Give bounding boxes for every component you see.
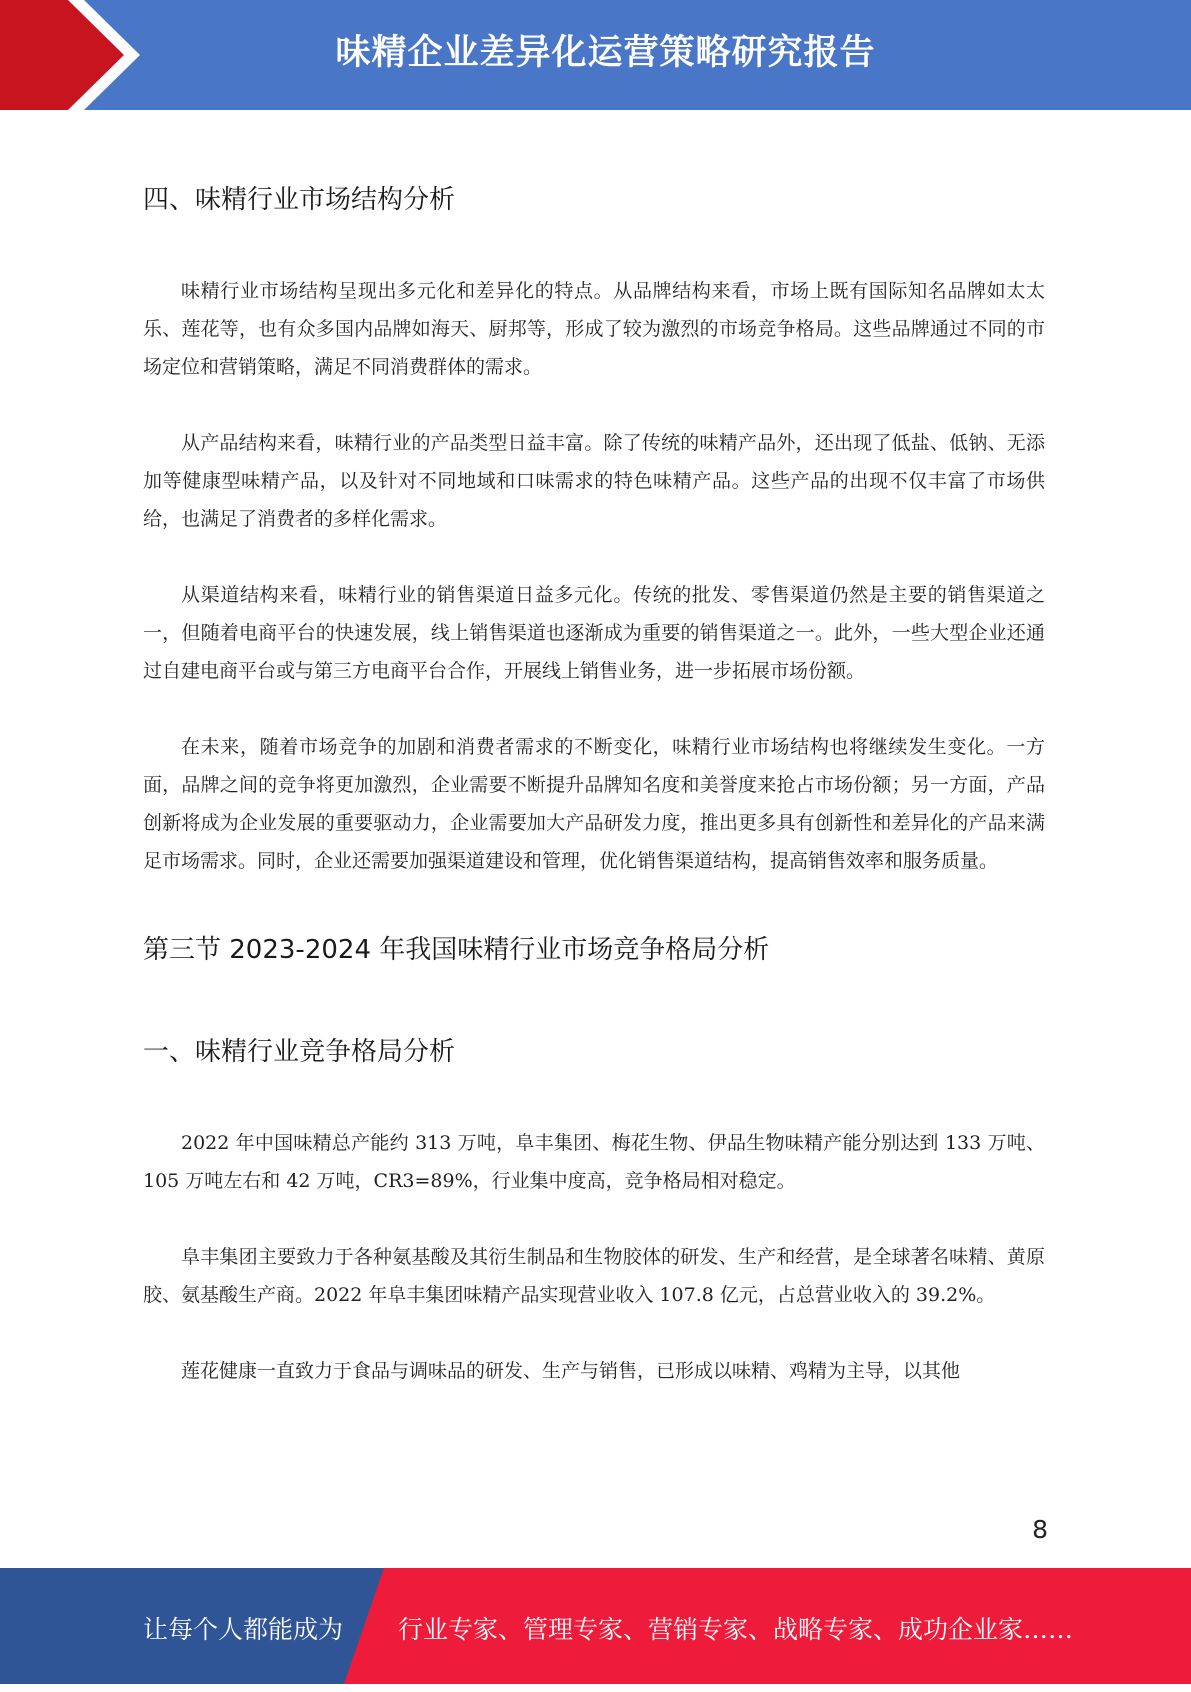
document-body (143, 170, 1045, 1390)
page-number: 8 (1032, 1515, 1048, 1544)
paragraph-channel-structure: 从渠道结构来看，味精行业的销售渠道日益多元化。传统的批发、零售渠道仍然是主要的销售渠道之一，但随着电商平台的快速发展，线上销售渠道也逐渐成为重要的销售渠道之一。此外，一些大型企业还通过自建电商平台或与第三方电商平台合作，开展线上销售业务，进一步拓展市场份额。 (143, 584, 1045, 682)
paragraph-product-structure: 从产品结构来看，味精行业的产品类型日益丰富。除了传统的味精产品外，还出现了低盐、低钠、无添加等健康型味精产品，以及针对不同地域和口味需求的特色味精产品。这些产品的出现不仅丰富了市场供给，也满足了消费者的多样化需求。 (143, 432, 1045, 530)
paragraph-capacity: 2022 年中国味精总产能约 313 万吨，阜丰集团、梅花生物、伊品生物味精产能分别达到 133 万吨、105 万吨左右和 42 万吨，CR3=89%，行业集中度高，竞争格局相对稳定。 (143, 1132, 1045, 1192)
paragraph-brand-structure: 味精行业市场结构呈现出多元化和差异化的特点。从品牌结构来看，市场上既有国际知名品牌如太太乐、莲花等，也有众多国内品牌如海天、厨邦等，形成了较为激烈的市场竞争格局。这些品牌通过不同的市场定位和营销策略，满足不同消费群体的需求。 (143, 280, 1045, 378)
report-title: 味精企业差异化运营策略研究报告 (335, 33, 876, 73)
footer-slogan-left: 让每个人都能成为 (143, 1615, 344, 1644)
section-heading-market-structure: 四、味精行业市场结构分析 (143, 185, 456, 215)
paragraph-lianhua: 莲花健康一直致力于食品与调味品的研发、生产与销售，已形成以味精、鸡精为主导，以其他 (181, 1360, 961, 1382)
section-heading-chapter-three: 第三节 2023-2024 年我国味精行业市场竞争格局分析 (143, 935, 770, 965)
footer-band (0, 1568, 1191, 1684)
paragraph-future-outlook: 在未来，随着市场竞争的加剧和消费者需求的不断变化，味精行业市场结构也将继续发生变化。一方面，品牌之间的竞争将更加激烈，企业需要不断提升品牌知名度和美誉度来抢占市场份额；另一方面，产品创新将成为企业发展的重要驱动力，企业需要加大产品研发力度，推出更多具有创新性和差异化的产品来满足市场需求。同时，企业还需要加强渠道建设和管理，优化销售渠道结构，提高销售效率和服务质量。 (143, 736, 1045, 872)
footer-slogan-right: 行业专家、管理专家、营销专家、战略专家、成功企业家…… (398, 1615, 1074, 1644)
section-heading-competition: 一、味精行业竞争格局分析 (143, 1037, 456, 1067)
paragraph-fufeng: 阜丰集团主要致力于各种氨基酸及其衍生制品和生物胶体的研发、生产和经营，是全球著名味精、黄原胶、氨基酸生产商。2022 年阜丰集团味精产品实现营业收入 107.8 亿元，占总营业收入的 39.2%。 (143, 1246, 1045, 1306)
header-band (0, 0, 1191, 110)
